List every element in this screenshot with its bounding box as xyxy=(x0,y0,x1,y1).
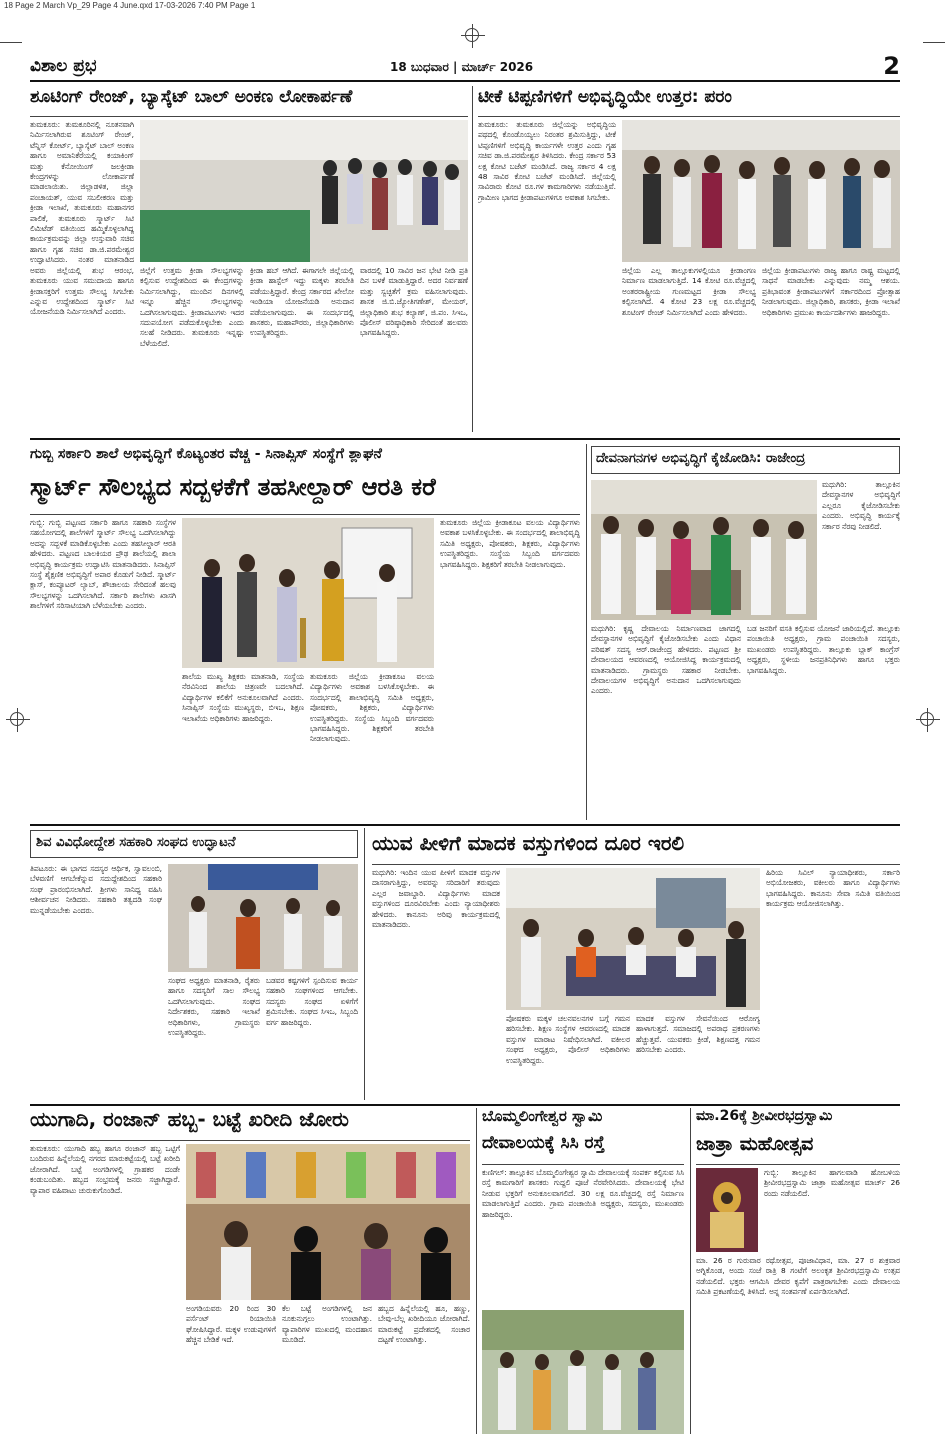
crop-mark xyxy=(923,42,945,43)
headline-jathra-line1: ಮಾ.26ಕ್ಕೆ ಶ್ರೀವೀರಭದ್ರಸ್ವಾಮಿ xyxy=(696,1108,833,1124)
story-column: ತುಮಕೂರು: ತುಮಕೂರಿನಲ್ಲಿ ನೂತನವಾಗಿ ನಿರ್ಮಿಸಲಾಗಿರುವ ಶೂಟಿಂಗ್ ರೇಂಜ್, ಟೆನ್ನಿಸ್ ಕೋರ್ಟ್, ಬ್ಯಾಸ್ಕೆಟ್ ಬಾಲ್ ಅಂಕಣ ಹಾಗೂ ಅಮಾನಿಕೆರೆಯಲ್ಲಿ ಕಯಾಕಿಂಗ್ ಮತ್ತು ಕೆನೋಯಿಂಗ್ ಜಲಕ್ರೀಡಾ ಕೇಂದ್ರಗಳನ್ನು ಲೋಕಾರ್ಪಣೆ ಮಾಡಲಾಯಿತು. ಜಿಲ್ಲಾಡಳಿತ, ಜಿಲ್ಲಾ ಪಂಚಾಯತ್, ಯುವ ಸಬಲೀಕರಣ ಮತ್ತು ಕ್ರೀಡಾ ಇಲಾಖೆ, ತುಮಕೂರು ಮಹಾನಗರ ಪಾಲಿಕೆ, ತುಮಕೂರು ಸ್ಮಾರ್ಟ್ ಸಿಟಿ ಲಿಮಿಟೆಡ್ ವತಿಯಿಂದ ಹಮ್ಮಿಕೊಳ್ಳಲಾಗಿದ್ದ ಕಾರ್ಯಕ್ರಮವನ್ನು ಜಿಲ್ಲಾ ಉಸ್ತುವಾರಿ ಸಚಿವ ಹಾಗೂ ಗೃಹ ಸಚಿವ ಡಾ.ಜಿ.ಪರಮೇಶ್ವರ ಉದ್ಘಾಟಿಸಿದರು. ನಂತರ ಮಾತನಾಡಿದ ಅವರು ಜಿಲ್ಲೆಯಲ್ಲಿ ಶುಭ ಆರಂಭ, ತುಮಕೂರು ಯುವ ಸಮುದಾಯ ಹಾಗೂ ಕ್ರೀಡಾಸಕ್ತರಿಗೆ ಉತ್ತಮ ಸೌಲಭ್ಯ ಸಿಗಬೇಕು ಎನ್ನುವ ಉದ್ದೇಶದಿಂದ ಸ್ಮಾರ್ಟ್ ಸಿಟಿ ಯೋಜನೆಯಡಿ ನಿರ್ಮಿಸಲಾಗಿದೆ ಎಂದರು. xyxy=(30,120,134,317)
story-column: ಮಧುಗಿರಿ: ಕೃಷ್ಣ ದೇವಾಲಯ ನಿರ್ಮಾಣವಾದ ಜಾಗದಲ್ಲಿ ದೇವಸ್ಥಾನಗಳ ಅಭಿವೃದ್ಧಿಗೆ ಕೈಜೋಡಿಸಬೇಕು ಎಂದು ವಿಧಾನ ಪರಿಷತ್ ಸದಸ್ಯ ಆರ್.ರಾಜೇಂದ್ರ ಹೇಳಿದರು. ಪಟ್ಟಣದ ಶ್ರೀ ದೇವಾಲಯದ ಆವರಣದಲ್ಲಿ ಆಯೋಜಿಸಿದ್ದ ಕಾರ್ಯಕ್ರಮದಲ್ಲಿ ಮಾತನಾಡಿದರು. ಗ್ರಾಮಸ್ಥರು ಸಹಕಾರ ನೀಡಬೇಕು. ದೇವಾಲಯಗಳ ಅಭಿವೃದ್ಧಿಗೆ ಅನುದಾನ ಒದಗಿಸಲಾಗುವುದು ಎಂದರು. xyxy=(591,624,741,696)
registration-mark-left xyxy=(10,712,24,726)
section-rule xyxy=(30,438,900,440)
photo-devanaganagala xyxy=(591,480,817,620)
headline-rule xyxy=(30,514,580,515)
photo-shooting-range xyxy=(140,120,468,262)
story-column: ತಿಪಟೂರು: ಈ ಭಾಗದ ಸದಸ್ಯರ ಆರ್ಥಿಕ, ಸ್ವಾವಲಂಬಿ, ಬೆಳವಣಿಗೆ ಆಗಬೇಕೆನ್ನುವ ಸದುದ್ದೇಶದಿಂದ ಸಹಕಾರಿ ಸಂಘ ಪ್ರಾರಂಭಿಸಲಾಗಿದೆ. ಶ್ರೀಗಳು ಸಾನಿಧ್ಯ ವಹಿಸಿ ಆಶೀರ್ವಚನ ನೀಡಿದರು. ಸಹಕಾರಿ ತತ್ವದಡಿ ಸಂಘ ಮುನ್ನಡೆಯಬೇಕು ಎಂದರು. xyxy=(30,864,162,915)
headline-ugadi: ಯುಗಾದಿ, ರಂಜಾನ್ ಹಬ್ಬ- ಬಟ್ಟೆ ಖರೀದಿ ಜೋರು xyxy=(30,1108,349,1131)
photo-bommalingeshwara xyxy=(482,1310,684,1434)
ground-breaking-photo-drawing xyxy=(482,1310,684,1434)
awareness-program-photo-drawing xyxy=(506,868,760,1010)
registration-mark-right xyxy=(920,712,934,726)
photo-gubbi-school xyxy=(182,518,434,668)
registration-mark-top xyxy=(465,28,479,42)
column-rule xyxy=(364,828,365,1100)
story-column: ತುಮಕೂರು: ಯುಗಾದಿ ಹಬ್ಬ ಹಾಗೂ ರಂಜಾನ್ ಹಬ್ಬ ಒಟ್ಟಿಗೆ ಬಂದಿರುವ ಹಿನ್ನೆಲೆಯಲ್ಲಿ ನಗರದ ಮಾರುಕಟ್ಟೆಯಲ್ಲಿ ಬಟ್ಟೆ ಖರೀದಿ ಜೋರಾಗಿದೆ. ಬಟ್ಟೆ ಅಂಗಡಿಗಳಲ್ಲಿ ಗ್ರಾಹಕರ ದಂಡೇ ಕಂಡುಬಂದಿತು. ಹಬ್ಬದ ಸಂಭ್ರಮಕ್ಕೆ ಜನರು ಸಜ್ಜಾಗಿದ್ದಾರೆ. ವ್ಯಾಪಾರ ವಹಿವಾಟು ಚುರುಕುಗೊಂಡಿದೆ. xyxy=(30,1144,180,1195)
photo-deity xyxy=(696,1168,758,1252)
page-slug: 18 Page 2 March Vp_29 Page 4 June.qxd 17-03-2026 7:40 PM Page 1 xyxy=(4,1,256,10)
masthead xyxy=(30,52,900,82)
deity-photo-drawing xyxy=(696,1168,758,1252)
story-column: ಮಾದಕ ವಸ್ತುಗಳ ಸೇವನೆಯಿಂದ ಆರೋಗ್ಯ ಹಾಳಾಗುತ್ತದೆ. ಸಮಾಜದಲ್ಲಿ ಅಪರಾಧ ಪ್ರಕರಣಗಳು ಹೆಚ್ಚುತ್ತವೆ. ಯುವಕರು ಕ್ರೀಡೆ, ಶಿಕ್ಷಣದತ್ತ ಗಮನ ಹರಿಸಬೇಕು ಎಂದರು. xyxy=(636,1014,760,1055)
story-column: ಮಧುಗಿರಿ: ಇಂದಿನ ಯುವ ಪೀಳಿಗೆ ಮಾದಕ ವಸ್ತುಗಳ ದಾಸರಾಗುತ್ತಿದ್ದು, ಅವರನ್ನು ಸರಿದಾರಿಗೆ ತರುವುದು ಎಲ್ಲರ ಜವಾಬ್ದಾರಿ. ವಿದ್ಯಾರ್ಥಿಗಳು ಮಾದಕ ವಸ್ತುಗಳಿಂದ ದೂರವಿರಬೇಕು ಎಂದು ನ್ಯಾಯಾಧೀಶರು ಹೇಳಿದರು. ಕಾನೂನು ಅರಿವು ಕಾರ್ಯಕ್ರಮದಲ್ಲಿ ಮಾತನಾಡಿದರು. xyxy=(372,868,500,930)
story-column: ತುಮಕೂರು ಜಿಲ್ಲೆಯ ಕ್ರೀಡಾಕೂಟ ವಲಯ ವಿದ್ಯಾರ್ಥಿಗಳು ಅವಕಾಶ ಬಳಸಿಕೊಳ್ಳಬೇಕು. ಈ ಸಂದರ್ಭದಲ್ಲಿ ಶಾಲಾಭಿವೃದ್ಧಿ ಸಮಿತಿ ಅಧ್ಯಕ್ಷರು, ಪೋಷಕರು, ಶಿಕ್ಷಕರು, ವಿದ್ಯಾರ್ಥಿಗಳು ಉಪಸ್ಥಿತರಿದ್ದರು. ಸಂಸ್ಥೆಯ ಸಿಬ್ಬಂದಿ ವರ್ಗದವರು ಭಾಗವಹಿಸಿದ್ದರು. ಶಿಕ್ಷಕರಿಗೆ ತರಬೇತಿ ನೀಡಲಾಗುವುದು. xyxy=(310,672,434,744)
headline-rule xyxy=(372,864,900,865)
issue-date: 18 ಬುಧವಾರ | ಮಾರ್ಚ್ 2026 xyxy=(390,60,534,74)
headline-reaction: ಟೀಕೆ ಟಿಪ್ಪಣಿಗಳಿಗೆ ಅಭಿವೃದ್ಧಿಯೇ ಉತ್ತರ: ಪರಂ xyxy=(478,88,732,107)
headline-rule xyxy=(482,1164,684,1165)
newspaper-logo: ವಿಶಾಲ ಪ್ರಭ xyxy=(30,56,97,76)
headline-rule xyxy=(478,116,900,117)
story-column: ವಾರದಲ್ಲಿ 10 ಸಾವಿರ ಜನ ಭೇಟಿ ನೀಡಿ ಪ್ರತಿ ದಿನ ಬಳಕೆ ಮಾಡುತ್ತಿದ್ದಾರೆ. ಅದರ ನಿರ್ವಹಣೆ ಮತ್ತು ಸ್ವಚ್ಛತೆಗೆ ಕ್ರಮ ವಹಿಸಲಾಗುವುದು. ಶಾಸಕ ಜಿ.ಬಿ.ಜ್ಯೋತಿಗಣೇಶ್, ಮೇಯರ್, ಜಿಲ್ಲಾಧಿಕಾರಿ ಶುಭ ಕಲ್ಯಾಣ್, ಜಿ.ಪಂ. ಸಿಇಒ, ಪೊಲೀಸ್ ವರಿಷ್ಠಾಧಿಕಾರಿ ಸೇರಿದಂತೆ ಹಲವರು ಭಾಗವಹಿಸಿದ್ದರು. xyxy=(360,266,468,338)
section-rule xyxy=(30,824,900,826)
story-column: ಕುಣಿಗಲ್: ತಾಲ್ಲೂಕಿನ ಬೊಮ್ಮಲಿಂಗೇಶ್ವರ ಸ್ವಾಮಿ ದೇವಾಲಯಕ್ಕೆ ಸಂಪರ್ಕ ಕಲ್ಪಿಸುವ ಸಿಸಿ ರಸ್ತೆ ಕಾಮಗಾರಿಗೆ ಶಾಸಕರು ಗುದ್ದಲಿ ಪೂಜೆ ನೆರವೇರಿಸಿದರು. ದೇವಾಲಯಕ್ಕೆ ಭೇಟಿ ನೀಡುವ ಭಕ್ತರಿಗೆ ಅನುಕೂಲವಾಗಲಿದೆ. 30 ಲಕ್ಷ ರೂ.ವೆಚ್ಚದಲ್ಲಿ ರಸ್ತೆ ನಿರ್ಮಾಣ ಮಾಡಲಾಗುತ್ತಿದೆ ಎಂದರು. ಗ್ರಾಮ ಪಂಚಾಯಿತಿ ಅಧ್ಯಕ್ಷರು, ಸದಸ್ಯರು, ಮುಖಂಡರು ಹಾಜರಿದ್ದರು. xyxy=(482,1168,684,1219)
story-column: ಶಾಲೆಯ ಮುಖ್ಯ ಶಿಕ್ಷಕರು ಮಾತನಾಡಿ, ಸಂಸ್ಥೆಯ ನೆರವಿನಿಂದ ಶಾಲೆಯ ಚಿತ್ರಣವೇ ಬದಲಾಗಿದೆ. ವಿದ್ಯಾರ್ಥಿಗಳ ಕಲಿಕೆಗೆ ಅನುಕೂಲವಾಗಿದೆ ಎಂದರು. ಸಿನಾಪ್ಸಿಸ್ ಸಂಸ್ಥೆಯ ಮುಖ್ಯಸ್ಥರು, ಬಿಇಒ, ಶಿಕ್ಷಣ ಇಲಾಖೆಯ ಅಧಿಕಾರಿಗಳು ಹಾಜರಿದ್ದರು. xyxy=(182,672,304,723)
headline-youth-drugs: ಯುವ ಪೀಳಿಗೆ ಮಾದಕ ವಸ್ತುಗಳಿಂದ ದೂರ ಇರಲಿ xyxy=(372,832,685,855)
headline-bommalingeshwara-line1: ಬೊಮ್ಮಲಿಂಗೇಶ್ವರ ಸ್ವಾಮಿ xyxy=(482,1108,603,1125)
column-rule xyxy=(476,1108,477,1434)
headline-devanaganagala: ದೇವನಾಗನಗಳ ಅಭಿವೃದ್ಧಿಗೆ ಕೈಜೋಡಿಸಿ: ರಾಜೇಂದ್ರ xyxy=(596,452,806,466)
story-column: ಹಿರಿಯ ಸಿವಿಲ್ ನ್ಯಾಯಾಧೀಶರು, ಸರ್ಕಾರಿ ಅಭಿಯೋಜಕರು, ವಕೀಲರು ಹಾಗೂ ವಿದ್ಯಾರ್ಥಿಗಳು ಭಾಗವಹಿಸಿದ್ದರು. ಕಾನೂನು ಸೇವಾ ಸಮಿತಿ ವತಿಯಿಂದ ಕಾರ್ಯಕ್ರಮ ಆಯೋಜಿಸಲಾಗಿತ್ತು. xyxy=(766,868,900,909)
group-photo-drawing xyxy=(622,120,900,262)
story-column: ಹಬ್ಬದ ಹಿನ್ನೆಲೆಯಲ್ಲಿ ಹೂ, ಹಣ್ಣು, ಬೇವು-ಬೆಲ್ಲ ಖರೀದಿಯೂ ಜೋರಾಗಿದೆ. ಮಾರುಕಟ್ಟೆ ಪ್ರದೇಶದಲ್ಲಿ ಸಂಚಾರ ದಟ್ಟಣೆ ಉಂಟಾಗಿತ್ತು. xyxy=(378,1304,470,1345)
headline-bommalingeshwara-line2: ದೇವಾಲಯಕ್ಕೆ ಸಿಸಿ ರಸ್ತೆ xyxy=(482,1134,605,1153)
headline-gubbi-school: ಸ್ಮಾರ್ಟ್ ಸೌಲಭ್ಯದ ಸದ್ಬಳಕೆಗೆ ತಹಸೀಲ್ದಾರ್ ಆರತಿ ಕರೆ xyxy=(30,474,436,501)
story-column: ಮಾ. 26 ರ ಗುರುವಾರ ರಥೋತ್ಸವ, ಪೂಜಾವಿಧಾನ, ಮಾ. 27 ರ ಶುಕ್ರವಾರ ಅಗ್ನಿಕೊಂಡ, ಅಂದು ಸಂಜೆ ರಾತ್ರಿ 8 ಗಂಟೆಗೆ ಅಲಂಕೃತ ಶ್ರೀವೀರಭದ್ರಸ್ವಾಮಿ ಉತ್ಸವ ನಡೆಯಲಿದೆ. ಭಕ್ತರು ಆಗಮಿಸಿ ದೇವರ ಕೃಪೆಗೆ ಪಾತ್ರರಾಗಬೇಕು ಎಂದು ದೇವಾಲಯ ಸಮಿತಿ ಪ್ರಕಟಣೆಯಲ್ಲಿ ತಿಳಿಸಿದೆ. ಅನ್ನ ಸಂತರ್ಪಣೆ ಏರ್ಪಡಿಸಲಾಗಿದೆ. xyxy=(696,1256,900,1297)
story-column: ಪೋಷಕರು ಮಕ್ಕಳ ಚಲನವಲನಗಳ ಬಗ್ಗೆ ಗಮನ ಹರಿಸಬೇಕು. ಶಿಕ್ಷಣ ಸಂಸ್ಥೆಗಳ ಆವರಣದಲ್ಲಿ ಮಾದಕ ವಸ್ತುಗಳ ಮಾರಾಟ ನಿಷೇಧಿಸಲಾಗಿದೆ. ವಕೀಲರ ಸಂಘದ ಅಧ್ಯಕ್ಷರು, ಪೊಲೀಸ್ ಅಧಿಕಾರಿಗಳು ಉಪಸ್ಥಿತರಿದ್ದರು. xyxy=(506,1014,630,1065)
headline-jathra-line2: ಜಾತ್ರಾ ಮಹೋತ್ಸವ xyxy=(696,1134,814,1155)
story-column: ತುಮಕೂರು ಜಿಲ್ಲೆಯ ಕ್ರೀಡಾಕೂಟ ವಲಯ ವಿದ್ಯಾರ್ಥಿಗಳು ಅವಕಾಶ ಬಳಸಿಕೊಳ್ಳಬೇಕು. ಈ ಸಂದರ್ಭದಲ್ಲಿ ಶಾಲಾಭಿವೃದ್ಧಿ ಸಮಿತಿ ಅಧ್ಯಕ್ಷರು, ಪೋಷಕರು, ಶಿಕ್ಷಕರು, ವಿದ್ಯಾರ್ಥಿಗಳು ಉಪಸ್ಥಿತರಿದ್ದರು. ಸಂಸ್ಥೆಯ ಸಿಬ್ಬಂದಿ ವರ್ಗದವರು ಭಾಗವಹಿಸಿದ್ದರು. ಶಿಕ್ಷಕರಿಗೆ ತರಬೇತಿ ನೀಡಲಾಗುವುದು. xyxy=(440,518,580,569)
story-column: ಗುಬ್ಬಿ: ತಾಲ್ಲೂಕಿನ ಹಾಗಲವಾಡಿ ಹೋಬಳಿಯ ಶ್ರೀವೀರಭದ್ರಸ್ವಾಮಿ ಜಾತ್ರಾ ಮಹೋತ್ಸವ ಮಾರ್ಚ್ 26 ರಂದು ನಡೆಯಲಿದೆ. xyxy=(764,1168,900,1198)
lamp-lighting-photo-drawing xyxy=(182,518,434,668)
headline-shiva-society: ಶಿವ ವಿವಿಧೋದ್ದೇಶ ಸಹಕಾರಿ ಸಂಘದ ಉದ್ಘಾಟನೆ xyxy=(36,836,236,850)
column-rule xyxy=(586,444,587,820)
story-column: ತುಮಕೂರು: ತುಮಕೂರು ಜಿಲ್ಲೆಯನ್ನು ಅಭಿವೃದ್ಧಿಯ ಪಥದಲ್ಲಿ ಕೊಂಡೊಯ್ಯಲು ನಿರಂತರ ಶ್ರಮಿಸುತ್ತಿದ್ದು, ಟೀಕೆ ಟಿಪ್ಪಣಿಗಳಿಗೆ ಅಭಿವೃದ್ಧಿ ಕಾರ್ಯಗಳೇ ಉತ್ತರ ಎಂದು ಗೃಹ ಸಚಿವ ಡಾ.ಜಿ.ಪರಮೇಶ್ವರ ತಿಳಿಸಿದರು. ಕೇಂದ್ರ ಸರ್ಕಾರ 53 ಲಕ್ಷ ಕೋಟಿ ಬಜೆಟ್ ಮಂಡಿಸಿದೆ. ರಾಜ್ಯ ಸರ್ಕಾರ 4 ಲಕ್ಷ 48 ಸಾವಿರ ಕೋಟಿ ಬಜೆಟ್ ಮಂಡಿಸಿದೆ. ಜಿಲ್ಲೆಯಲ್ಲಿ ಸಾವಿರಾರು ಕೋಟಿ ರೂ.ಗಳ ಕಾಮಗಾರಿಗಳು ನಡೆಯುತ್ತಿವೆ. ಗ್ರಾಮೀಣ ಭಾಗದ ಕ್ರೀಡಾಪಟುಗಳಿಗೂ ಅವಕಾಶ ಸಿಗಬೇಕು. xyxy=(478,120,616,202)
story-column: ಬಡವರ ಕಷ್ಟಗಳಿಗೆ ಸ್ಪಂದಿಸುವ ಕಾರ್ಯ ಸಹಕಾರಿ ಸಂಘಗಳಿಂದ ಆಗಬೇಕು. ಸದಸ್ಯರು ಸಂಘದ ಏಳಿಗೆಗೆ ಶ್ರಮಿಸಬೇಕು. ಸಂಘದ ಸಿಇಒ, ಸಿಬ್ಬಂದಿ ವರ್ಗ ಹಾಜರಿದ್ದರು. xyxy=(266,976,358,1027)
ceremony-photo-drawing xyxy=(140,120,468,262)
story-column: ಗುಬ್ಬಿ: ಗುಬ್ಬಿ ಪಟ್ಟಣದ ಸರ್ಕಾರಿ ಹಾಗೂ ಸಹಕಾರಿ ಸಂಸ್ಥೆಗಳ ಸಹಯೋಗದಲ್ಲಿ ಶಾಲೆಗಳಿಗೆ ಸ್ಮಾರ್ಟ್ ಸೌಲಭ್ಯ ಒದಗಿಸಲಾಗಿದ್ದು ಅದನ್ನು ಸದ್ಬಳಕೆ ಮಾಡಿಕೊಳ್ಳಬೇಕು ಎಂದು ತಹಸೀಲ್ದಾರ್ ಆರತಿ ಹೇಳಿದರು. ಪಟ್ಟಣದ ಬಾಲಕಿಯರ ಪ್ರೌಢ ಶಾಲೆಯಲ್ಲಿ ಶಾಲಾ ಅಭಿವೃದ್ಧಿ ಕಾರ್ಯಕ್ರಮ ಉದ್ಘಾಟಿಸಿ ಮಾತನಾಡಿದರು. ಸಿನಾಪ್ಸಿಸ್ ಸಂಸ್ಥೆ ಶೈಕ್ಷಣಿಕ ಅಭಿವೃದ್ಧಿಗೆ ಅಪಾರ ಕೊಡುಗೆ ನೀಡಿದೆ. ಸ್ಮಾರ್ಟ್ ಕ್ಲಾಸ್, ಕಂಪ್ಯೂಟರ್ ಲ್ಯಾಬ್, ಶೌಚಾಲಯ ಸೇರಿದಂತೆ ಹಲವು ಸೌಲಭ್ಯಗಳನ್ನು ಒದಗಿಸಲಾಗಿದೆ. ಸರ್ಕಾರಿ ಶಾಲೆಗಳು ಖಾಸಗಿ ಶಾಲೆಗಳಿಗೆ ಸರಿಸಾಟಿಯಾಗಿ ಬೆಳೆಯಬೇಕು ಎಂದರು. xyxy=(30,518,176,611)
photo-shiva-society xyxy=(168,864,358,972)
story-column: ಬಡ ಜನರಿಗೆ ವಸತಿ ಕಲ್ಪಿಸುವ ಯೋಜನೆ ಜಾರಿಯಲ್ಲಿದೆ. ತಾಲ್ಲೂಕು ಪಂಚಾಯಿತಿ ಅಧ್ಯಕ್ಷರು, ಗ್ರಾಮ ಪಂಚಾಯಿತಿ ಸದಸ್ಯರು, ಮುಖಂಡರು ಉಪಸ್ಥಿತರಿದ್ದರು. ತಾಲ್ಲೂಕು ಬ್ಲಾಕ್ ಕಾಂಗ್ರೆಸ್ ಅಧ್ಯಕ್ಷರು, ಸ್ಥಳೀಯ ಜನಪ್ರತಿನಿಧಿಗಳು ಹಾಗೂ ಭಕ್ತರು ಭಾಗವಹಿಸಿದ್ದರು. xyxy=(747,624,900,675)
headline-shooting-range: ಶೂಟಿಂಗ್ ರೇಂಜ್, ಬ್ಯಾಸ್ಕೆಟ್ ಬಾಲ್ ಅಂಕಣ ಲೋಕಾರ್ಪಣೆ xyxy=(30,88,353,107)
headline-rule xyxy=(30,116,468,117)
story-column: ಮಧುಗಿರಿ: ತಾಲ್ಲೂಕಿನ ದೇವಸ್ಥಾನಗಳ ಅಭಿವೃದ್ಧಿಗೆ ಎಲ್ಲರೂ ಕೈಜೋಡಿಸಬೇಕು ಎಂದರು. ಅಭಿವೃದ್ಧಿ ಕಾರ್ಯಕ್ಕೆ ಸರ್ಕಾರ ನೆರವು ನೀಡಲಿದೆ. xyxy=(822,480,900,531)
kicker-gubbi-school: ಗುಬ್ಬಿ ಸರ್ಕಾರಿ ಶಾಲೆ ಅಭಿವೃದ್ಧಿಗೆ ಕೊಟ್ಯಂತರ ವೆಚ್ಚ - ಸಿನಾಪ್ಸಿಸ್ ಸಂಸ್ಥೆಗೆ ಶ್ಲಾಘನೆ xyxy=(30,446,382,462)
photo-youth-drugs xyxy=(506,868,760,1010)
photo-reaction xyxy=(622,120,900,262)
crop-mark xyxy=(0,42,22,43)
story-column: ಕ್ರೀಡಾ ಹಬ್ ಆಗಿದೆ. ಈಗಾಗಲೇ ಜಿಲ್ಲೆಯಲ್ಲಿ ಕ್ರೀಡಾ ಹಾಸ್ಟೆಲ್ ಇದ್ದು ಮಕ್ಕಳು ತರಬೇತಿ ಪಡೆಯುತ್ತಿದ್ದಾರೆ. ಕೇಂದ್ರ ಸರ್ಕಾರದ ಖೇಲೋ ಇಂಡಿಯಾ ಯೋಜನೆಯಡಿ ಅನುದಾನ ಪಡೆಯಲಾಗುವುದು. ಈ ಸಂದರ್ಭದಲ್ಲಿ ಶಾಸಕರು, ಮಹಾಪೌರರು, ಜಿಲ್ಲಾಧಿಕಾರಿಗಳು ಉಪಸ್ಥಿತರಿದ್ದರು. xyxy=(250,266,354,338)
column-rule xyxy=(472,86,473,432)
story-column: ಸಂಘದ ಅಧ್ಯಕ್ಷರು ಮಾತನಾಡಿ, ರೈತರು ಹಾಗೂ ಸದಸ್ಯರಿಗೆ ಸಾಲ ಸೌಲಭ್ಯ ಒದಗಿಸಲಾಗುವುದು. ಸಂಘದ ನಿರ್ದೇಶಕರು, ಸಹಕಾರಿ ಇಲಾಖೆ ಅಧಿಕಾರಿಗಳು, ಗ್ರಾಮಸ್ಥರು ಉಪಸ್ಥಿತರಿದ್ದರು. xyxy=(168,976,260,1038)
story-column: ಜಿಲ್ಲೆಯ ಎಲ್ಲ ತಾಲ್ಲೂಕುಗಳಲ್ಲಿಯೂ ಕ್ರೀಡಾಂಗಣ ನಿರ್ಮಾಣ ಮಾಡಲಾಗುತ್ತಿದೆ. 14 ಕೋಟಿ ರೂ.ವೆಚ್ಚದಲ್ಲಿ ಅಂತರರಾಷ್ಟ್ರೀಯ ಗುಣಮಟ್ಟದ ಕ್ರೀಡಾ ಸೌಲಭ್ಯ ಕಲ್ಪಿಸಲಾಗಿದೆ. 4 ಕೋಟಿ 23 ಲಕ್ಷ ರೂ.ವೆಚ್ಚದಲ್ಲಿ ಶೂಟಿಂಗ್ ರೇಂಜ್ ನಿರ್ಮಿಸಲಾಗಿದೆ ಎಂದು ಹೇಳಿದರು. xyxy=(622,266,756,317)
clothes-shop-photo-drawing xyxy=(186,1144,470,1300)
story-column: ಕೆಲ ಬಟ್ಟೆ ಅಂಗಡಿಗಳಲ್ಲಿ ಜನ ನೂಕುನುಗ್ಗಲು ಉಂಟಾಗಿತ್ತು. ವ್ಯಾಪಾರಿಗಳ ಮುಖದಲ್ಲಿ ಮಂದಹಾಸ ಮೂಡಿದೆ. xyxy=(282,1304,372,1345)
photo-ugadi xyxy=(186,1144,470,1300)
headline-rule xyxy=(696,1164,900,1165)
story-column: ಅಂಗಡಿಯವರು 20 ರಿಂದ 30 ಪರ್ಸೆಂಟ್ ರಿಯಾಯಿತಿ ಘೋಷಿಸಿದ್ದಾರೆ. ಮಕ್ಕಳ ಉಡುಪುಗಳಿಗೆ ಹೆಚ್ಚಿನ ಬೇಡಿಕೆ ಇದೆ. xyxy=(186,1304,276,1345)
headline-rule xyxy=(30,1140,470,1141)
page-number: 2 xyxy=(883,52,900,80)
story-column: ಜಿಲ್ಲೆಗೆ ಉತ್ತಮ ಕ್ರೀಡಾ ಸೌಲಭ್ಯಗಳನ್ನು ಕಲ್ಪಿಸುವ ಉದ್ದೇಶದಿಂದ ಈ ಕೇಂದ್ರಗಳನ್ನು ನಿರ್ಮಿಸಲಾಗಿದ್ದು, ಮುಂದಿನ ದಿನಗಳಲ್ಲಿ ಇನ್ನೂ ಹೆಚ್ಚಿನ ಸೌಲಭ್ಯಗಳನ್ನು ಒದಗಿಸಲಾಗುವುದು. ಕ್ರೀಡಾಪಟುಗಳು ಇದರ ಸದುಪಯೋಗ ಪಡೆದುಕೊಳ್ಳಬೇಕು ಎಂದು ಸಲಹೆ ನೀಡಿದರು. ತುಮಕೂರು ಇನ್ನಷ್ಟು ಬೆಳೆಯಲಿದೆ. xyxy=(140,266,244,348)
column-rule xyxy=(690,1108,691,1434)
inauguration-photo-drawing xyxy=(168,864,358,972)
felicitation-photo-drawing xyxy=(591,480,817,620)
section-rule xyxy=(30,1104,900,1106)
story-column: ಜಿಲ್ಲೆಯ ಕ್ರೀಡಾಪಟುಗಳು ರಾಜ್ಯ ಹಾಗೂ ರಾಷ್ಟ್ರ ಮಟ್ಟದಲ್ಲಿ ಸಾಧನೆ ಮಾಡಬೇಕು ಎನ್ನುವುದು ನಮ್ಮ ಆಶಯ. ಪ್ರತಿಭಾವಂತ ಕ್ರೀಡಾಪಟುಗಳಿಗೆ ಸರ್ಕಾರದಿಂದ ಪ್ರೋತ್ಸಾಹ ನೀಡಲಾಗುವುದು. ಜಿಲ್ಲಾಧಿಕಾರಿ, ಶಾಸಕರು, ಕ್ರೀಡಾ ಇಲಾಖೆ ಅಧಿಕಾರಿಗಳು ಪ್ರಮುಖ ಕಾರ್ಯದರ್ಶಿಗಳು ಹಾಜರಿದ್ದರು. xyxy=(762,266,900,317)
